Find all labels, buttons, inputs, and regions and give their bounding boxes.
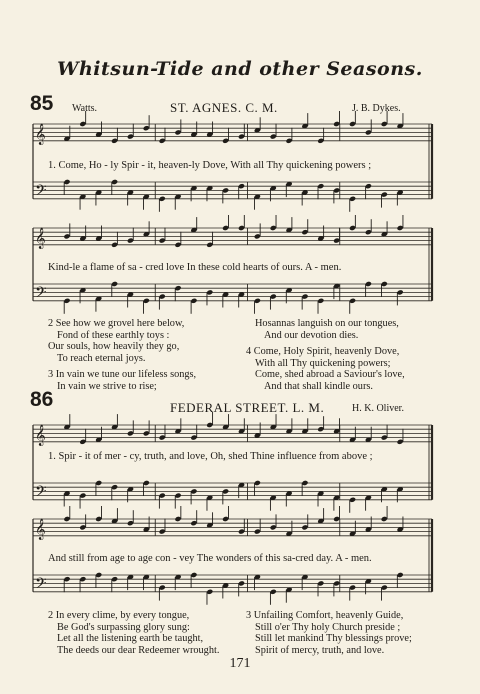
verse-line: To reach eternal joys. xyxy=(57,352,146,364)
page-number: 171 xyxy=(229,656,251,671)
verse-line: Fond of these earthly toys : xyxy=(57,329,170,341)
verses-right xyxy=(246,318,405,392)
verse-line: And that shall kindle ours. xyxy=(264,380,373,392)
hymn-composer: J. B. Dykes. xyxy=(352,103,401,114)
verse-line: With all Thy quickening powers; xyxy=(255,357,391,369)
verse-line: The deeds our dear Redeemer wrought. xyxy=(57,644,220,656)
verse-line: 3 Unfailing Comfort, heavenly Guide, xyxy=(246,610,404,621)
hymn-composer: H. K. Oliver. xyxy=(352,403,404,414)
verses-right xyxy=(246,610,412,656)
verses-left xyxy=(48,318,196,392)
tune-name: ST. AGNES. C. M. xyxy=(170,100,278,115)
verse-line: Still o'er Thy holy Church preside ; xyxy=(255,621,401,633)
hymn-number: 86 xyxy=(30,388,54,411)
treble-clef: 𝄞 xyxy=(35,424,46,446)
verse-line: And our devotion dies. xyxy=(264,329,359,341)
lyric-line: 1. Spir - it of mer - cy, truth, and love, Oh, shed Thine influence from above ; xyxy=(48,451,373,462)
verse-line: Hosannas languish on our tongues, xyxy=(255,318,399,329)
treble-clef: 𝄞 xyxy=(35,123,46,145)
verse-line: Come, shed abroad a Saviour's love, xyxy=(255,369,405,380)
verse-line: Let all the listening earth be taught, xyxy=(57,633,204,644)
verse-line: 2 In every clime, by every tongue, xyxy=(48,610,190,621)
bass-clef: 𝄢 xyxy=(35,283,47,305)
lyric-line: 1. Come, Ho - ly Spir - it, heaven-ly Dove, With all Thy quickening powers ; xyxy=(48,160,372,171)
lyric-line: Kind-le a flame of sa - cred love In these cold hearts of ours. A - men. xyxy=(48,262,342,273)
treble-clef: 𝄞 xyxy=(35,227,46,249)
hymn-author: Watts. xyxy=(72,103,98,114)
tune-name: FEDERAL STREET. L. M. xyxy=(170,400,325,415)
verses-left xyxy=(48,610,219,656)
bass-clef: 𝄢 xyxy=(35,181,47,203)
verse-line: Still let mankind Thy blessings prove; xyxy=(255,633,412,644)
hymn-number: 85 xyxy=(30,92,54,115)
lyric-line: And still from age to age con - vey The wonders of this sa-cred day. A - men. xyxy=(48,553,372,564)
bass-clef: 𝄢 xyxy=(35,574,47,596)
verse-line: Spirit of mercy, truth, and love. xyxy=(255,644,385,656)
verse-line: In vain we strive to rise; xyxy=(57,380,157,392)
verse-line: 4 Come, Holy Spirit, heavenly Dove, xyxy=(246,346,400,357)
verse-line: 3 In vain we tune our lifeless songs, xyxy=(48,369,197,380)
section-title: Whitsun-Tide and other Seasons. xyxy=(57,58,423,80)
verse-line: Our souls, how heavily they go, xyxy=(48,341,180,352)
verse-line: 2 See how we grovel here below, xyxy=(48,318,185,329)
bass-clef: 𝄢 xyxy=(35,482,47,504)
verse-line: Be God's surpassing glory sung: xyxy=(57,621,190,633)
treble-clef: 𝄞 xyxy=(35,518,46,540)
